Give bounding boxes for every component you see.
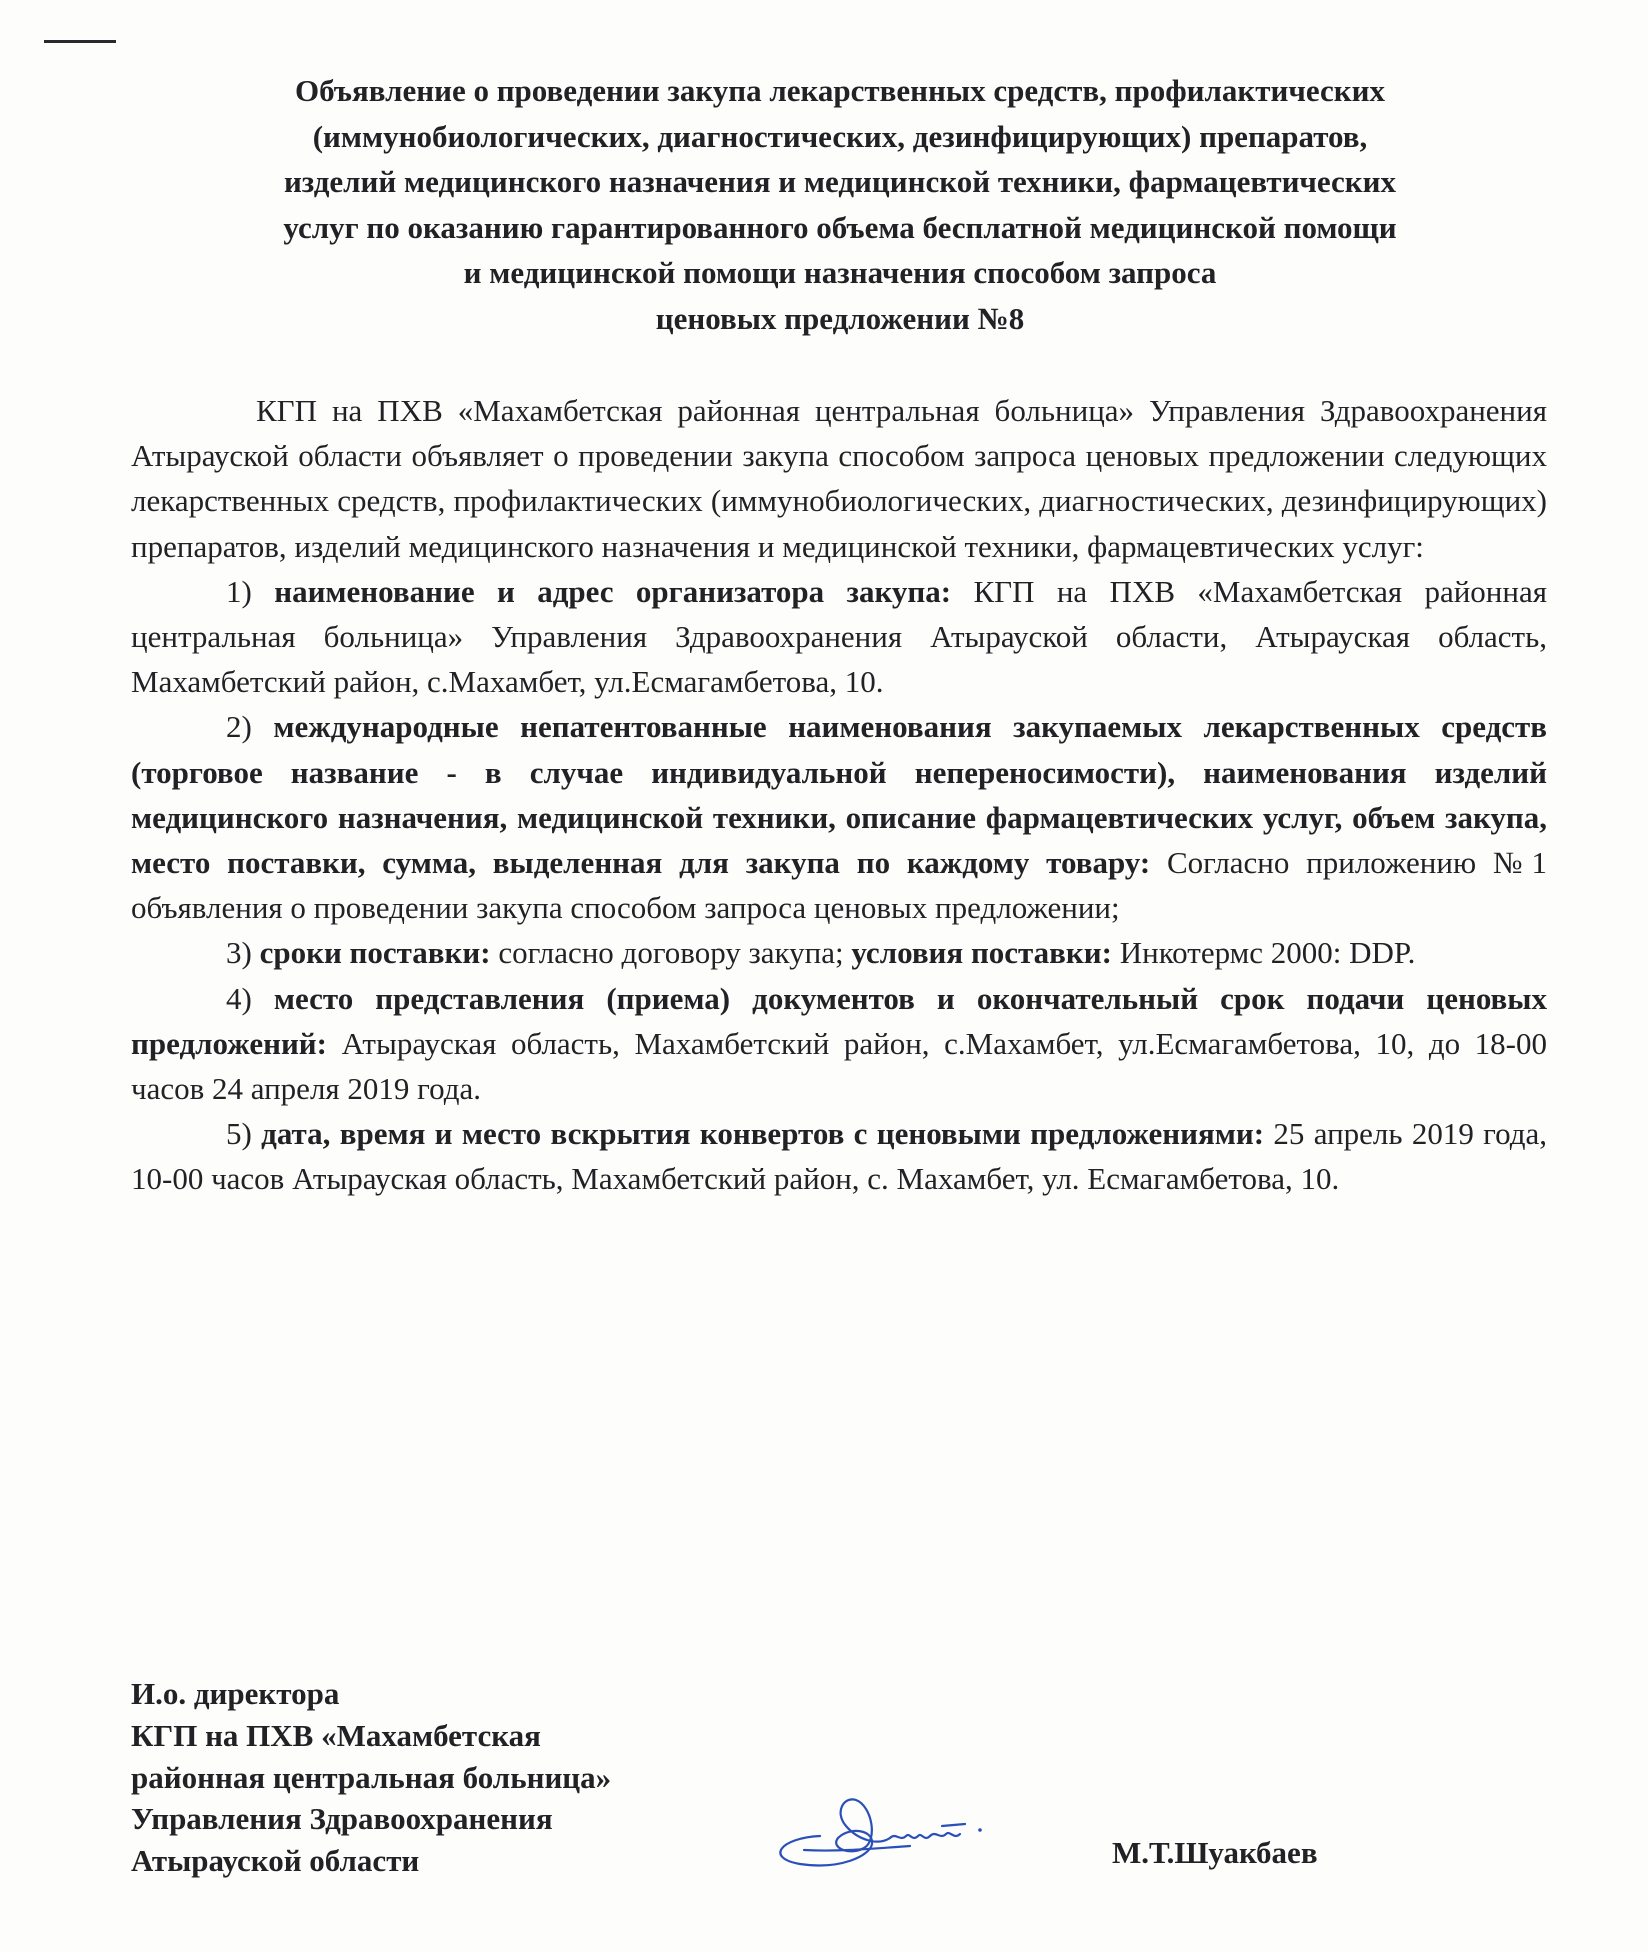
title-line: услуг по оказанию гарантированного объема бесплатной медицинской помощи — [283, 209, 1397, 245]
item-heading: сроки поставки: — [259, 935, 491, 971]
item-text: 25 апрель 2019 года, 10-00 часов Атырауская область, Махамбетский район, с. Махамбет, ул. Есмагамбетова, 10. — [131, 1116, 1548, 1197]
document-body — [131, 388, 1547, 1202]
item-number: 4) — [226, 980, 252, 1016]
signer-title-line: И.о. директора — [131, 1676, 340, 1711]
item-heading: дата, время и место вскрытия конвертов с ценовыми предложениями: — [261, 1116, 1265, 1152]
item-number: 3) — [226, 935, 252, 971]
item-heading: международные непатентованные наименования закупаемых лекарственных средств (торговое название - в случае индивидуальной непереносимости), наименования изделий медицинского назначения, медицинской техники, описание фармацевтических услуг, объем закупа, место поставки, сумма, выделенная для закупа по каждому товару: — [131, 709, 1548, 881]
list-item-1 — [131, 569, 1547, 705]
item-heading: наименование и адрес организатора закупа: — [274, 573, 952, 609]
item-text: КГП на ПХВ «Махамбетская районная центральная больница» Управления Здравоохранения Атырауской области, Атырауская область, Махамбетский район, с.Махамбет, ул.Есмагамбетова, 10. — [131, 573, 1548, 700]
item-text: согласно договору закупа; — [498, 935, 844, 971]
intro-paragraph: КГП на ПХВ «Махамбетская районная центральная больница» Управления Здравоохранения Атырауской области объявляет о проведении закупа способом запроса ценовых предложении следующих лекарственных средств, профилактических (иммунобиологических, диагностических, дезинфицирующих) препаратов, изделий медицинского назначения и медицинской техники, фармацевтических услуг: — [131, 393, 1547, 564]
item-heading: место представления (приема) документов и окончательный срок подачи ценовых предложений: — [131, 980, 1548, 1061]
signature-block — [131, 1673, 611, 1882]
scan-mark — [44, 40, 116, 43]
item-number: 5) — [226, 1116, 252, 1152]
document-title — [120, 68, 1560, 341]
title-line: ценовых предложении №8 — [655, 300, 1025, 336]
signer-title-line: Атырауской области — [131, 1843, 420, 1879]
signer-title-line: районная центральная больница» — [131, 1759, 612, 1795]
item-text: Атырауская область, Махамбетский район, с.Махамбет, ул.Есмагамбетова, 10, до 18-00 часов 24 апреля 2019 года. — [131, 1025, 1548, 1107]
title-line: изделий медицинского назначения и медицинской техники, фармацевтических — [283, 164, 1397, 199]
item-number: 2) — [226, 709, 252, 745]
item-text-secondary: Инкотермс 2000: DDP. — [1119, 935, 1416, 971]
title-line: и медицинской помощи назначения способом запроса — [463, 255, 1217, 290]
list-item-3 — [131, 930, 1547, 975]
title-line: Объявление о проведении закупа лекарственных средств, профилактических — [295, 73, 1385, 108]
item-number: 1) — [226, 573, 252, 609]
signer-title-line: Управления Здравоохранения — [131, 1801, 553, 1837]
list-item-4 — [131, 976, 1547, 1112]
list-item-5 — [131, 1111, 1547, 1201]
signer-name: М.Т.Шуакбаев — [1112, 1835, 1318, 1870]
signer-title-line: КГП на ПХВ «Махамбетская — [131, 1717, 541, 1753]
item-heading-secondary: условия поставки: — [851, 935, 1112, 971]
list-item-2 — [131, 704, 1547, 930]
item-text: Согласно приложению №1 объявления о проведении закупа способом запроса ценовых предложении; — [131, 845, 1548, 926]
handwritten-signature-icon — [760, 1786, 1020, 1876]
title-line: (иммунобиологических, диагностических, дезинфицирующих) препаратов, — [312, 118, 1368, 154]
